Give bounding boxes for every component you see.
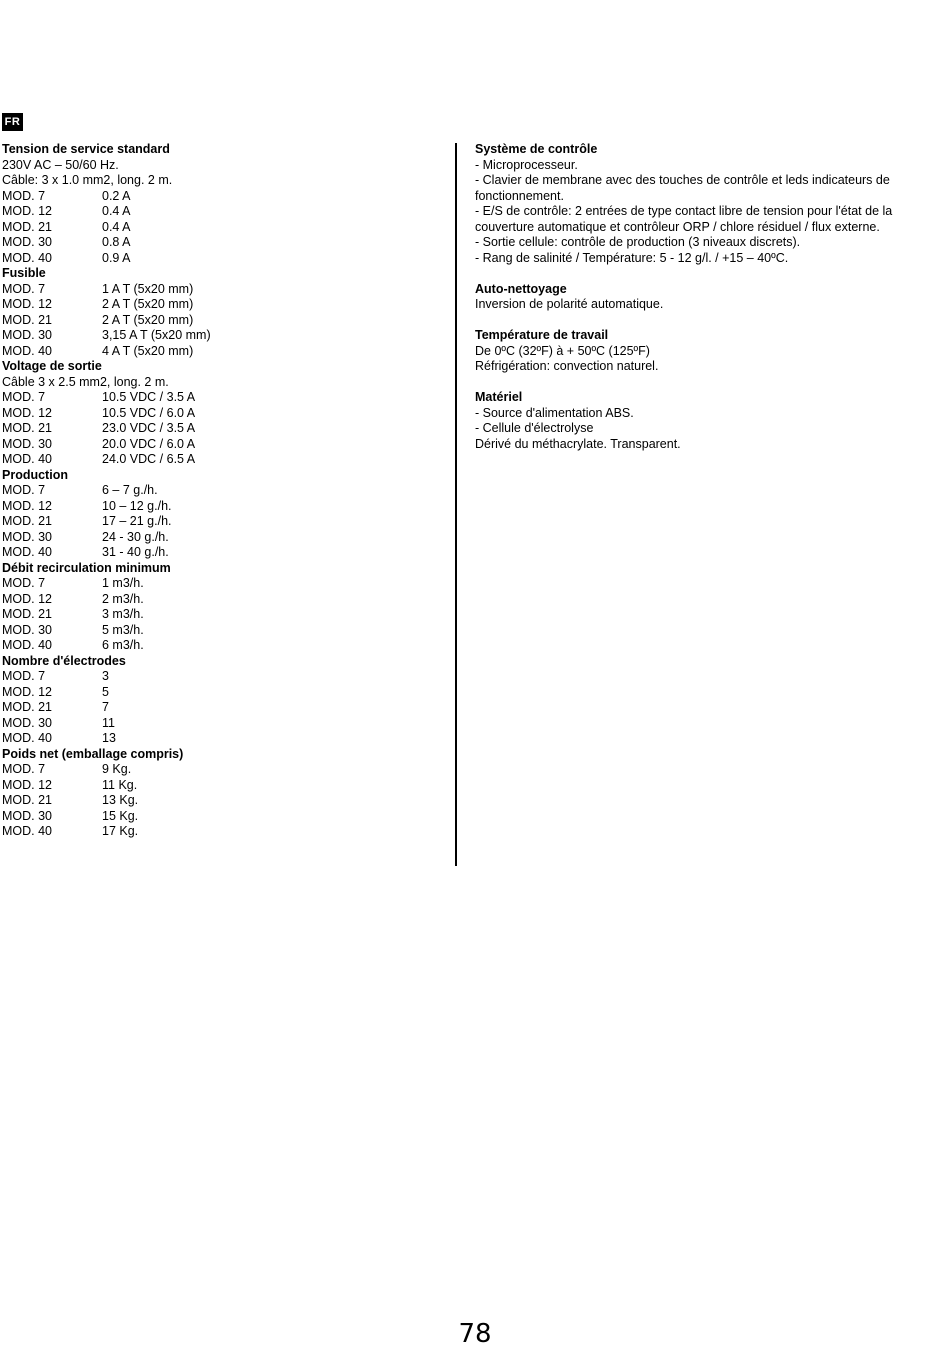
model-spec-row xyxy=(2,623,442,639)
model-label: MOD. 30 xyxy=(2,436,53,451)
model-spec-row xyxy=(2,716,442,732)
model-value: 10.5 VDC / 6.0 A xyxy=(102,405,196,420)
model-spec-row xyxy=(2,530,442,546)
model-spec-row xyxy=(2,390,442,406)
model-spec-row xyxy=(2,762,442,778)
model-value: 23.0 VDC / 3.5 A xyxy=(102,421,196,435)
model-value: 17 – 21 g./h. xyxy=(102,514,172,528)
model-value: 2 m3/h. xyxy=(102,591,144,606)
section-text-line: 230V AC – 50/60 Hz. xyxy=(2,157,119,172)
model-spec-row xyxy=(2,824,442,840)
model-spec-row xyxy=(2,592,442,608)
model-value: 13 xyxy=(102,731,116,745)
model-label: MOD. 30 xyxy=(2,235,53,249)
section-heading: Fusible xyxy=(2,266,46,280)
model-label: MOD. 7 xyxy=(2,188,46,203)
specs-left-column xyxy=(2,142,442,840)
model-spec-row xyxy=(2,778,442,794)
model-spec-row xyxy=(2,514,442,530)
model-label: MOD. 7 xyxy=(2,576,46,590)
spec-section xyxy=(475,390,945,452)
language-badge: FR xyxy=(2,113,23,131)
model-spec-row xyxy=(2,545,442,561)
model-label: MOD. 21 xyxy=(2,421,53,435)
spec-section xyxy=(2,266,442,359)
model-spec-row xyxy=(2,731,442,747)
model-label: MOD. 12 xyxy=(2,405,53,420)
model-spec-row xyxy=(2,576,442,592)
model-label: MOD. 40 xyxy=(2,824,53,838)
model-label: MOD. 12 xyxy=(2,684,53,699)
section-heading: Débit recirculation minimum xyxy=(2,560,171,575)
model-label: MOD. 40 xyxy=(2,343,53,358)
section-text-line: Câble: 3 x 1.0 mm2, long. 2 m. xyxy=(2,173,173,187)
model-label: MOD. 21 xyxy=(2,793,53,807)
section-heading: Nombre d'électrodes xyxy=(2,653,126,668)
model-value: 15 Kg. xyxy=(102,808,139,823)
model-spec-row xyxy=(2,669,442,685)
model-value: 5 m3/h. xyxy=(102,622,144,637)
model-value: 9 Kg. xyxy=(102,762,132,776)
model-label: MOD. 12 xyxy=(2,777,53,792)
model-label: MOD. 7 xyxy=(2,762,46,776)
model-value: 24.0 VDC / 6.5 A xyxy=(102,452,196,466)
model-value: 2 A T (5x20 mm) xyxy=(102,297,194,311)
model-spec-row xyxy=(2,313,442,329)
spec-section xyxy=(2,142,442,266)
model-label: MOD. 7 xyxy=(2,669,46,683)
section-heading: Voltage de sortie xyxy=(2,359,102,373)
model-value: 0.4 A xyxy=(102,219,131,234)
model-label: MOD. 21 xyxy=(2,514,53,528)
spec-section xyxy=(2,654,442,747)
model-label: MOD. 7 xyxy=(2,483,46,497)
model-label: MOD. 30 xyxy=(2,328,53,342)
model-spec-row xyxy=(2,809,442,825)
section-heading: Système de contrôle xyxy=(475,142,598,156)
model-label: MOD. 30 xyxy=(2,622,53,637)
model-value: 10.5 VDC / 3.5 A xyxy=(102,390,196,404)
model-label: MOD. 12 xyxy=(2,498,53,513)
model-value: 10 – 12 g./h. xyxy=(102,498,172,513)
model-spec-row xyxy=(2,452,442,468)
section-text-line: De 0ºC (32ºF) à + 50ºC (125ºF) xyxy=(475,343,650,358)
model-spec-row xyxy=(2,328,442,344)
model-label: MOD. 30 xyxy=(2,808,53,823)
model-value: 3,15 A T (5x20 mm) xyxy=(102,328,211,342)
model-spec-row xyxy=(2,483,442,499)
model-label: MOD. 40 xyxy=(2,250,53,265)
model-spec-row xyxy=(2,204,442,220)
model-value: 24 - 30 g./h. xyxy=(102,529,169,544)
model-spec-row xyxy=(2,638,442,654)
model-spec-row xyxy=(2,189,442,205)
model-spec-row xyxy=(2,282,442,298)
model-value: 6 m3/h. xyxy=(102,638,144,652)
model-spec-row xyxy=(2,406,442,422)
model-value: 13 Kg. xyxy=(102,793,139,807)
model-label: MOD. 40 xyxy=(2,638,53,652)
spec-section xyxy=(475,142,945,266)
model-value: 11 xyxy=(102,715,115,730)
model-spec-row xyxy=(2,344,442,360)
model-spec-row xyxy=(2,793,442,809)
model-label: MOD. 21 xyxy=(2,219,53,234)
section-heading: Température de travail xyxy=(475,328,609,342)
spec-section xyxy=(475,282,945,313)
model-spec-row xyxy=(2,421,442,437)
section-heading: Tension de service standard xyxy=(2,142,170,156)
section-text-line: - Sortie cellule: contrôle de production (3 niveaux discrets). xyxy=(475,235,801,249)
section-text-line: - Rang de salinité / Température: 5 - 12 g/l. / +15 – 40ºC. xyxy=(475,250,789,265)
section-heading: Matériel xyxy=(475,390,523,404)
model-spec-row xyxy=(2,235,442,251)
model-value: 17 Kg. xyxy=(102,824,139,838)
section-text-line: - E/S de contrôle: 2 entrées de type contact libre de tension pour l'état de la couverture automatique et contrôleur ORP / chlore résiduel / flux externe. xyxy=(475,204,893,234)
section-text-line: Inversion de polarité automatique. xyxy=(475,297,664,311)
section-text-line: Dérivé du méthacrylate. Transparent. xyxy=(475,436,681,451)
model-spec-row xyxy=(2,700,442,716)
model-value: 5 xyxy=(102,684,109,699)
model-label: MOD. 12 xyxy=(2,591,53,606)
model-value: 31 - 40 g./h. xyxy=(102,545,169,559)
model-label: MOD. 30 xyxy=(2,715,53,730)
model-label: MOD. 21 xyxy=(2,700,53,714)
model-label: MOD. 21 xyxy=(2,312,53,327)
section-text-line: Câble 3 x 2.5 mm2, long. 2 m. xyxy=(2,374,169,389)
specs-right-column xyxy=(475,142,945,468)
model-value: 3 m3/h. xyxy=(102,607,144,621)
section-heading: Poids net (emballage compris) xyxy=(2,746,184,761)
model-label: MOD. 12 xyxy=(2,297,53,311)
model-label: MOD. 30 xyxy=(2,529,53,544)
model-label: MOD. 7 xyxy=(2,281,46,296)
spec-section xyxy=(2,468,442,561)
model-spec-row xyxy=(2,251,442,267)
model-label: MOD. 7 xyxy=(2,390,46,404)
model-label: MOD. 21 xyxy=(2,607,53,621)
model-value: 7 xyxy=(102,700,109,714)
model-value: 0.8 A xyxy=(102,235,131,249)
section-heading: Production xyxy=(2,467,68,482)
model-spec-row xyxy=(2,220,442,236)
spec-section xyxy=(2,747,442,840)
model-value: 0.9 A xyxy=(102,250,131,265)
spec-section xyxy=(2,359,442,468)
model-value: 0.2 A xyxy=(102,188,131,203)
column-divider xyxy=(455,143,457,866)
model-spec-row xyxy=(2,499,442,515)
model-value: 20.0 VDC / 6.0 A xyxy=(102,436,196,451)
model-value: 4 A T (5x20 mm) xyxy=(102,343,194,358)
section-text-line: Réfrigération: convection naturel. xyxy=(475,359,659,373)
model-label: MOD. 40 xyxy=(2,731,53,745)
model-value: 3 xyxy=(102,669,109,683)
model-value: 0.4 A xyxy=(102,204,131,218)
model-spec-row xyxy=(2,607,442,623)
model-value: 1 A T (5x20 mm) xyxy=(102,281,194,296)
page-number: 78 xyxy=(458,1319,492,1349)
model-spec-row xyxy=(2,685,442,701)
spec-section xyxy=(2,561,442,654)
model-value: 1 m3/h. xyxy=(102,576,144,590)
section-text-line: - Cellule d'électrolyse xyxy=(475,421,594,435)
model-label: MOD. 40 xyxy=(2,452,53,466)
model-value: 2 A T (5x20 mm) xyxy=(102,312,194,327)
model-value: 6 – 7 g./h. xyxy=(102,483,158,497)
section-text-line: - Clavier de membrane avec des touches de contrôle et leds indicateurs de fonctionnement. xyxy=(475,173,890,203)
section-text-line: - Source d'alimentation ABS. xyxy=(475,405,634,420)
section-heading: Auto-nettoyage xyxy=(475,281,567,296)
model-label: MOD. 12 xyxy=(2,204,53,218)
section-text-line: - Microprocesseur. xyxy=(475,157,578,172)
model-spec-row xyxy=(2,437,442,453)
model-value: 11 Kg. xyxy=(102,777,138,792)
model-spec-row xyxy=(2,297,442,313)
model-label: MOD. 40 xyxy=(2,545,53,559)
spec-section xyxy=(475,328,945,375)
